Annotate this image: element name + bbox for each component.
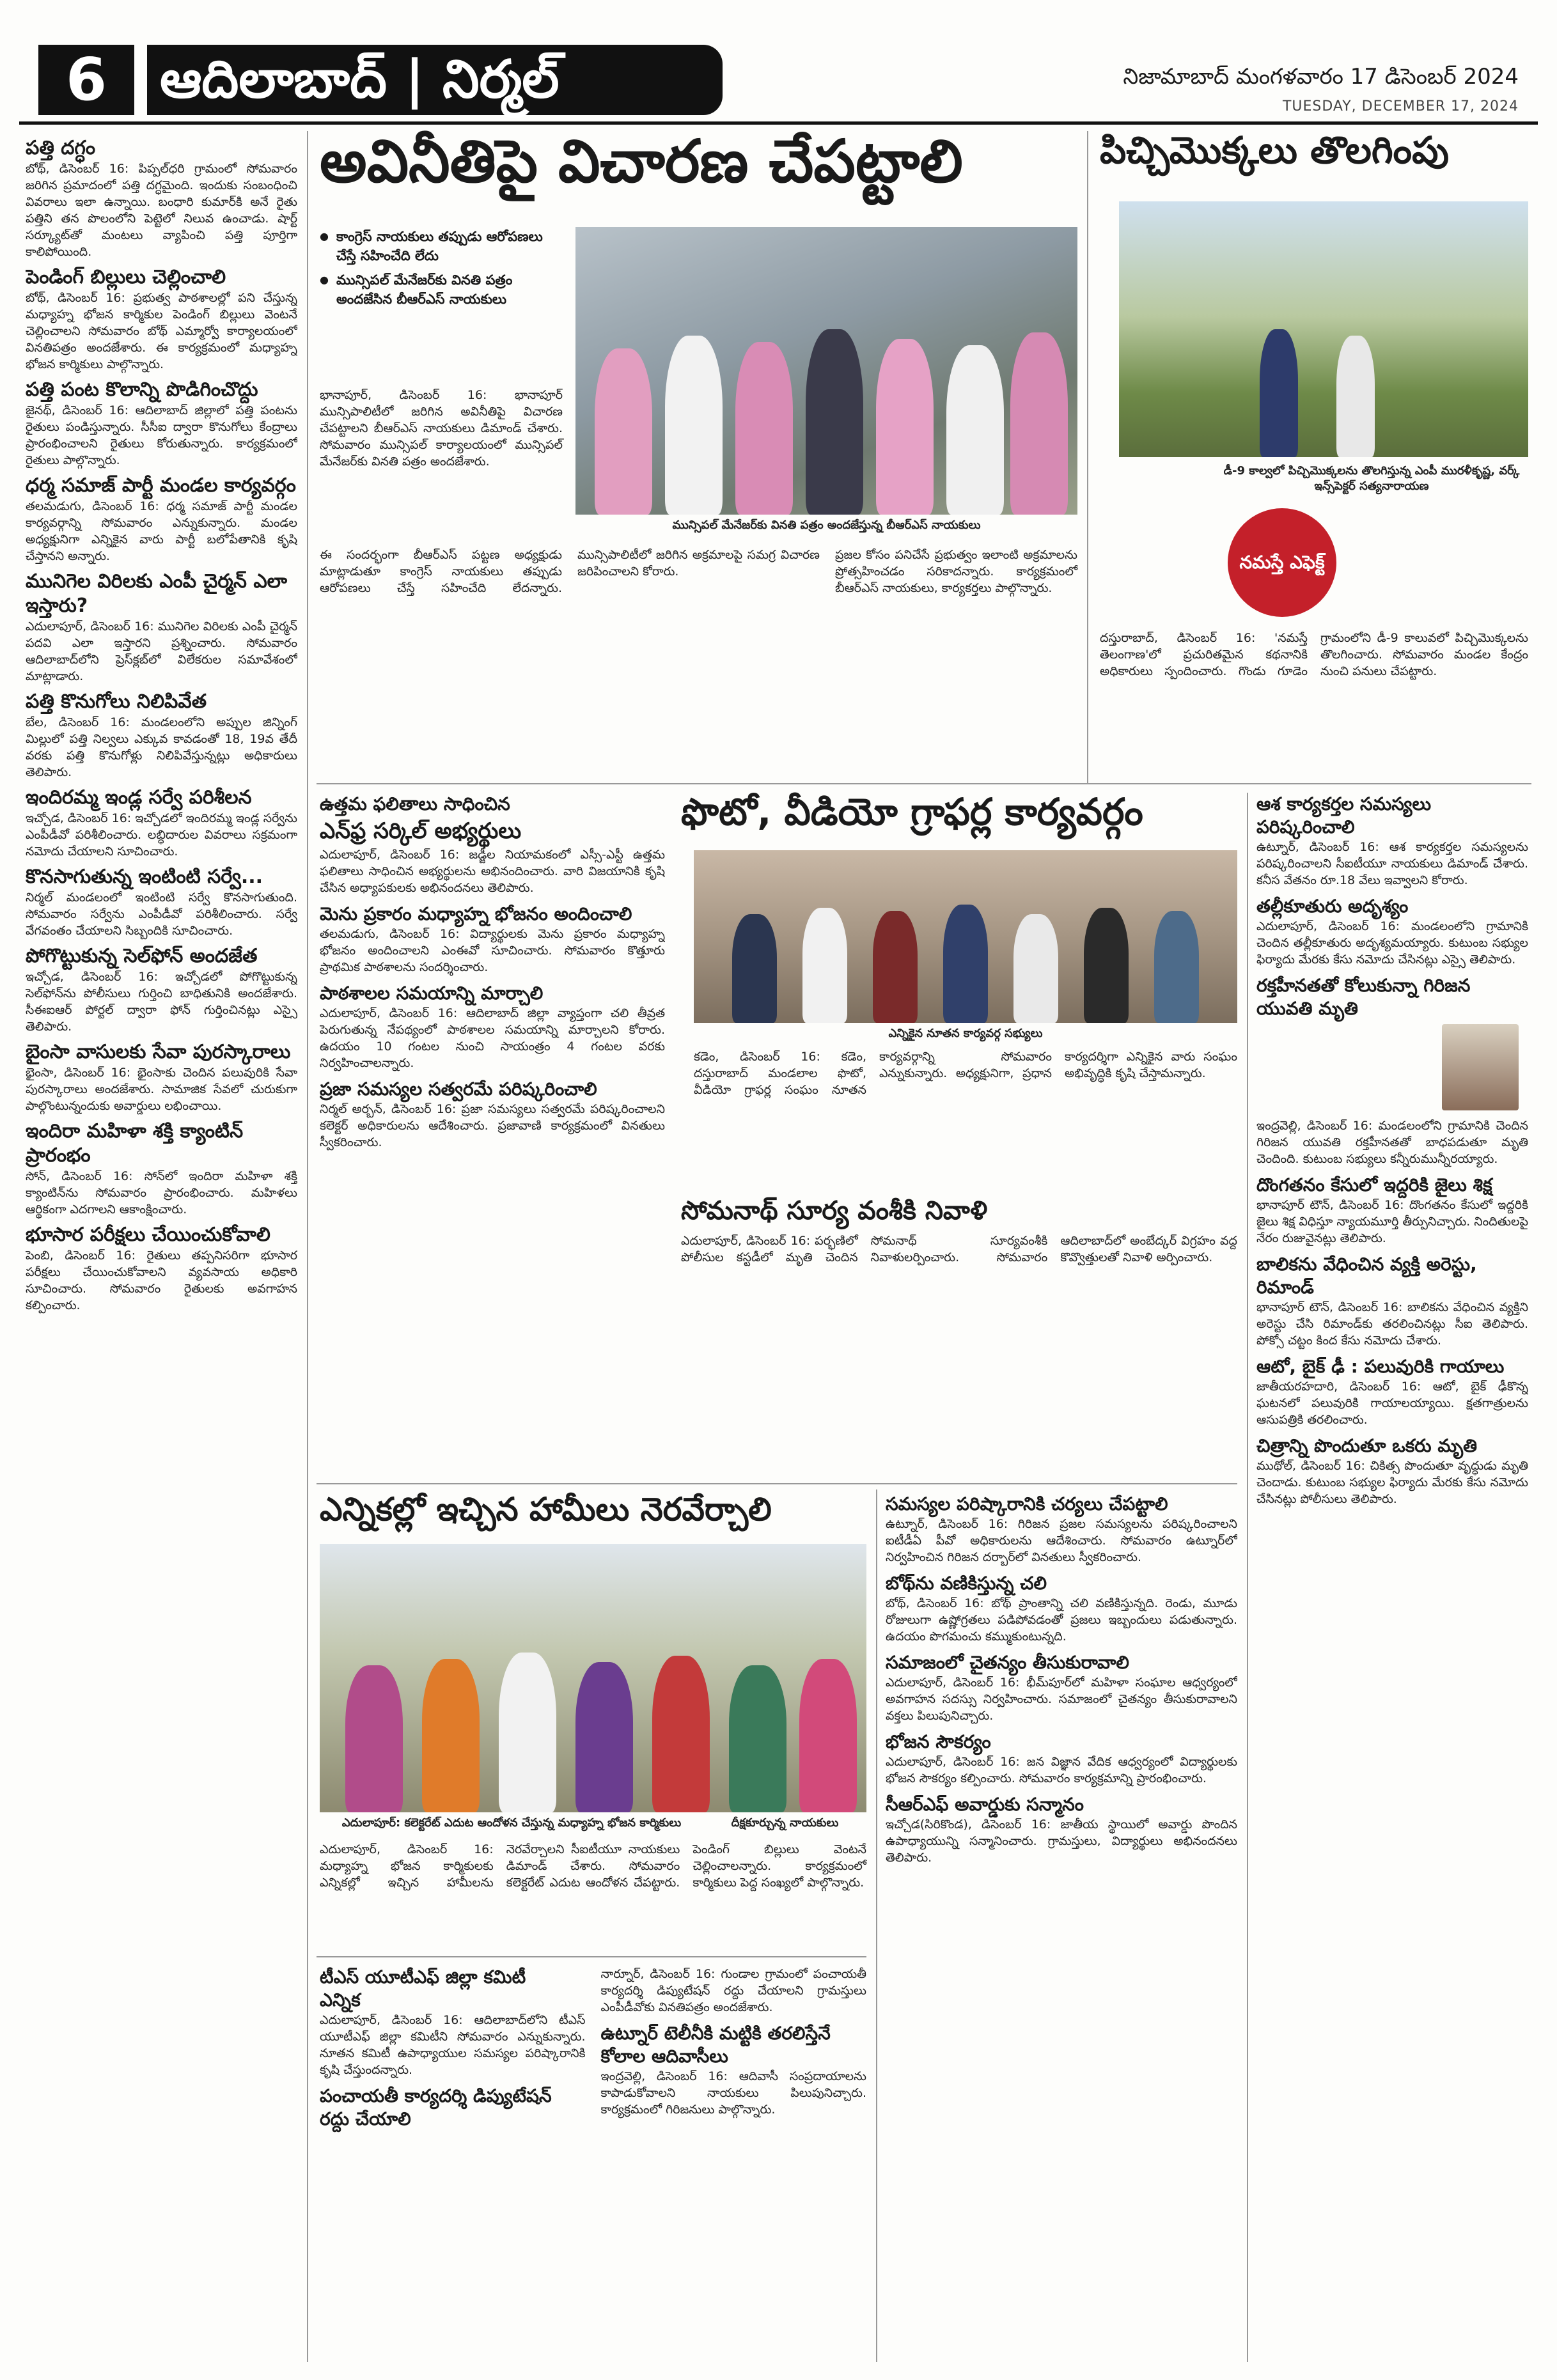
photo-figure (1010, 332, 1068, 515)
story-body: ఎదులాపూర్, డిసెంబర్ 16: ఆదిలాబాద్ జిల్లా వ్యాప్తంగా చలి తీవ్రత పెరుగుతున్న నేపథ్యంలో పాఠశాలల సమయాన్ని మార్చాలని కోరారు. ఉదయం 10 గంటల నుంచి సాయంత్రం 4 గంటల వరకు నిర్వహించాలన్నారు. (320, 1006, 665, 1070)
photo-figure (802, 908, 847, 1023)
lead-paragraph: భానాపూర్, డిసెంబర్ 16: భానాపూర్ మున్సిపాలిటీలో జరిగిన అవినీతిపై విచారణ చేపట్టాలని బీఆర్ఎస్ నాయకులు డిమాండ్ చేశారు. సోమవారం మున్సిపల్ కార్యాలయంలో మున్సిపల్ మేనేజర్‌కు వినతి పత్రం అందజేశారు. (320, 388, 563, 469)
brief (26, 265, 297, 373)
brief (26, 1119, 297, 1218)
lead-bullet: ● మున్సిపల్ మేనేజర్‌కు వినతి పత్రం అందజేసిన బీఆర్ఎస్ నాయకులు (320, 270, 563, 309)
brief (26, 690, 297, 781)
victim-portrait (1442, 1024, 1519, 1110)
story-body: ఉట్నూర్, డిసెంబర్ 16: ఆశ కార్యకర్తల సమస్యలను పరిష్కరించాలని సీఐటీయూ నాయకులు డిమాండ్ చేశారు. కనీస వేతనం రూ.18 వేలు ఇవ్వాలని కోరారు. (1256, 840, 1528, 887)
story-headline: సీఆర్‌ఎఫ్ అవార్డుకు సన్మానం (886, 1794, 1084, 1815)
brief (26, 786, 297, 860)
page-number: 6 (38, 45, 134, 115)
stamp-label: నమస్తే ఎఫెక్ట్ (1239, 552, 1325, 573)
brief-headline: మునిగెల విరిలకు ఎంపీ చైర్మన్ ఎలా ఇస్తారు? (26, 570, 288, 617)
mid-left-column (320, 793, 665, 1477)
brief-body: సోన్, డిసెంబర్ 16: సోన్‌లో ఇందిరా మహిళా శక్తి క్యాంటిన్‌ను సోమవారం ప్రారంభించారు. మహిళలు ఆర్థికంగా ఎదగాలని ఆకాంక్షించారు. (26, 1169, 297, 1217)
brief-body: ఇచ్చోడ, డిసెంబర్ 16: ఇచ్చోడలో ఇందిరమ్మ ఇండ్ల సర్వేను ఎంపీడీవో పరిశీలించారు. లబ్ధిదారుల వివరాలు సక్రమంగా నమోదు చేయాలని సూచించారు. (26, 811, 297, 859)
photo-figure (422, 1659, 480, 1812)
photo-figure (946, 345, 1004, 515)
lead-paragraph: ప్రజల కోసం పనిచేసే ప్రభుత్వం ఇలాంటి అక్రమాలను ప్రోత్సహించడం సరికాదన్నారు. కార్యక్రమంలో బీఆర్ఎస్ నాయకులు, కార్యకర్తలు పాల్గొన్నారు. (835, 548, 1077, 595)
photo-figure (345, 1665, 403, 1812)
weeds-photo-caption: డీ-9 కాల్వలో పిచ్చిమొక్కలను తొలగిస్తున్న ఎంపీ మురళీకృష్ణ, వర్క్ ఇన్స్‌పెక్టర్ సత్యనారాయణ (1223, 464, 1520, 493)
photographers-headline: ఫొటో, వీడియో గ్రాఫర్ల కార్యవర్గం (681, 790, 1143, 834)
brief-headline: పోగొట్టుకున్న సెల్‌ఫోన్ అందజేత (26, 945, 258, 967)
story-body: జాతీయరహదారి, డిసెంబర్ 16: ఆటో, బైక్ ఢీకొన్న ఘటనలో పలువురికి గాయాలయ్యాయి. క్షతగాత్రులను ఆసుపత్రికి తరలించారు. (1256, 1380, 1528, 1427)
portrait-row (1256, 1024, 1528, 1114)
story-body: ఎదులాపూర్, డిసెంబర్ 16: భీమ్‌పూర్‌లో మహిళా సంఘాల ఆధ్వర్యంలో అవగాహన సదస్సు నిర్వహించారు. సమాజంలో చైతన్యం తీసుకురావాలని వక్తలు పిలుపునిచ్చారు. (886, 1676, 1237, 1723)
photo-figure (806, 329, 863, 515)
brief-body: జైనథ్, డిసెంబర్ 16: ఆదిలాబాద్ జిల్లాలో పత్తి పంటను రైతులు పండిస్తున్నారు. సీసీఐ ద్వారా కొనుగోలు కేంద్రాలు ప్రారంభించాలని రైతులు కోరుతున్నారు. కార్యక్రమంలో రైతులు పాల్గొన్నారు. (26, 403, 297, 467)
story-headline: రక్తహీనతతో కోలుకున్నా గిరిజన యువతి మృతి (1256, 975, 1471, 1019)
namaste-effect-stamp (1228, 508, 1336, 617)
photo-figure (876, 339, 934, 515)
story-headline: ప్రజా సమస్యల సత్వరమే పరిష్కరించాలి (320, 1078, 597, 1100)
brief-headline: ధర్మ సమాజ్ పార్టీ మండల కార్యవర్గం (26, 474, 296, 497)
brief-body: బోథ్, డిసెంబర్ 16: పిప్పల్‌ధరి గ్రామంలో సోమవారం జరిగిన ప్రమాదంలో పత్తి దగ్ధమైంది. ఇందుకు సంబంధించి వివరాలు ఇలా ఉన్నాయి. బంధారి కుమార్‌కి అనే రైతు పత్తిని తన పొలంలోని పెట్టెలో నిలువ ఉంచాడు. షార్ట్ సర్క్యూట్‌తో మంటలు వ్యాపించి పత్తి పూర్తిగా కాలిపోయింది. (26, 162, 297, 259)
lead-body (320, 387, 563, 475)
bottom-left-column (320, 1966, 866, 2362)
story-body: నిర్మల్ అర్బన్, డిసెంబర్ 16: ప్రజా సమస్యలు సత్వరమే పరిష్కరించాలని కలెక్టర్ అధికారులను ఆదేశించారు. ప్రజావాణి కార్యక్రమంలో వినతులు స్వీకరించారు. (320, 1102, 665, 1149)
brief (26, 136, 297, 260)
weeds-story (1100, 128, 1528, 777)
story-body: ఎదులాపూర్, డిసెంబర్ 16: జడ్జీల నియామకంలో ఎస్సీ-ఎస్టీ ఉత్తమ ఫలితాలు సాధించిన అభ్యర్థులను అభినందించారు. వారి విజయానికి కృషి చేసిన అధ్యాపకులకు అభినందనలు తెలిపారు. (320, 848, 665, 895)
story-body: తలమడుగు, డిసెంబర్ 16: విద్యార్థులకు మెను ప్రకారం మధ్యాహ్న భోజనం అందించాలని ఎంఈవో సూచించారు. సోమవారం కొత్తూరు ప్రాథమిక పాఠశాలను సందర్శించారు. (320, 927, 665, 974)
brief-body: ఎదులాపూర్, డిసెంబర్ 16: మునిగెల విరిలకు ఎంపీ చైర్మన్ పదవి ఎలా ఇస్తారని ప్రశ్నించారు. సోమవారం ఆదిలాబాద్‌లోని ప్రెస్‌క్లబ్‌లో విలేకరుల సమావేశంలో మాట్లాడారు. (26, 619, 297, 683)
photo-figure (873, 911, 918, 1023)
brief-headline: కొనసాగుతున్న ఇంటింటి సర్వే... (26, 866, 263, 888)
photographers-story (681, 790, 1237, 1189)
brief-headline: భూసార పరీక్షలు చేయించుకోవాలి (26, 1224, 270, 1246)
brief-headline: ఇందిరమ్మ ఇండ్ల సర్వే పరిశీలన (26, 786, 252, 809)
right-column (1256, 793, 1528, 2362)
weeds-photo (1119, 201, 1528, 457)
section-divider (317, 1483, 1237, 1484)
brief (26, 474, 297, 564)
column-divider (307, 131, 308, 2362)
section-title: ఆదిలాబాద్ | నిర్మల్ (147, 45, 723, 115)
promises-photo (320, 1544, 866, 1812)
photo-figure (1336, 336, 1375, 457)
story-body: నార్నూర్, డిసెంబర్ 16: గుండాల గ్రామంలో పంచాయతీ కార్యదర్శి డిప్యుటేషన్ రద్దు చేయాలని గ్రామస్తులు ఎంపీడీవోకు వినతిపత్రం అందజేశారు. (600, 1967, 866, 2014)
masthead (19, 38, 1538, 115)
brief (26, 1040, 297, 1114)
lead-photo-caption: మున్సిపల్ మేనేజర్‌కు వినతి పత్రం అందజేస్తున్న బీఆర్ఎస్ నాయకులు (672, 518, 981, 532)
photo-figure (732, 914, 777, 1023)
photo-figure (799, 1659, 857, 1812)
date-telugu: నిజామాబాద్ మంగళవారం 17 డిసెంబర్ 2024 (1123, 64, 1519, 89)
photo-figure (575, 1662, 633, 1812)
brief-headline: ఇందిరా మహిళా శక్తి క్యాంటిన్ ప్రారంభం (26, 1120, 244, 1167)
photographers-photo-caption: ఎన్నికైన నూతన కార్యవర్గ సభ్యులు (888, 1027, 1043, 1040)
lead-body (320, 547, 1077, 596)
story-body: భానాపూర్ టౌన్, డిసెంబర్ 16: దొంగతనం కేసులో ఇద్దరికి జైలు శిక్ష విధిస్తూ న్యాయమూర్తి తీర్పునిచ్చారు. నిందితులపై నేరం రుజువైనట్లు తెలిపారు. (1256, 1198, 1528, 1245)
masthead-rule (19, 121, 1538, 125)
somnath-headline: సోమనాథ్ సూర్య వంశీకి నివాళి (681, 1196, 988, 1225)
brief-body: భైంసా, డిసెంబర్ 16: భైంసాకు చెందిన పలువురికి సేవా పురస్కారాలు అందజేశారు. సామాజిక సేవలో చురుకుగా పాల్గొంటున్నందుకు అవార్డులు లభించాయి. (26, 1066, 297, 1113)
story-headline: బోథ్‌ను వణికిస్తున్న చలి (886, 1573, 1047, 1594)
story-headline: ఉట్నూర్ టెలీనీకి మట్టికి తరలిస్తేనే కోలాల ఆదివాసీలు (600, 2023, 831, 2067)
story-headline: సమాజంలో చైతన్యం తీసుకురావాలి (886, 1652, 1129, 1673)
photo-figure (665, 336, 723, 515)
brief-body: నిర్మల్ మండలంలో ఇంటింటి సర్వే కొనసాగుతుంది. సోమవారం సర్వేను ఎంపీడీవో పరిశీలించారు. సర్వే వేగవంతం చేయాలని సిబ్బందికి సూచించారు. (26, 891, 297, 938)
brief (26, 944, 297, 1035)
dateline (1123, 64, 1519, 114)
promises-photo-caption: ఎదులాపూర్: కలెక్టరేట్ ఎదుట ఆందోళన చేస్తున్న మధ్యాహ్న భోజన కార్మికులు (341, 1816, 682, 1830)
date-english: TUESDAY, DECEMBER 17, 2024 (1282, 98, 1519, 114)
photo-figure (735, 342, 793, 515)
photo-figure (1084, 908, 1129, 1023)
brief-headline: బైంసా వాసులకు సేవా పురస్కారాలు (26, 1041, 291, 1063)
story-headline: ఆటో, బైక్ ఢీ : పలువురికి గాయాలు (1256, 1356, 1505, 1377)
story-headline: చిత్రాన్ని పొందుతూ ఒకరు మృతి (1256, 1435, 1477, 1456)
story-headline: బాలికను వేధించిన వ్యక్తి అరెస్టు, రిమాండ్ (1256, 1254, 1477, 1298)
brief (26, 378, 297, 469)
photographers-photo (694, 850, 1237, 1023)
promises-photo-caption-b: దీక్షకూర్చున్న నాయకులు (731, 1816, 839, 1830)
photo-figure (1013, 914, 1058, 1023)
photo-figure (595, 348, 652, 515)
story-body: ఇంద్రవెల్లి, డిసెంబర్ 16: ఆదివాసీ సంప్రదాయాలను కాపాడుకోవాలని నాయకులు పిలుపునిచ్చారు. కార్యక్రమంలో గిరిజనులు పాల్గొన్నారు. (600, 2069, 866, 2117)
story-body: ఎదులాపూర్, డిసెంబర్ 16: మండలంలోని గ్రామానికి చెందిన తల్లీకూతురు అదృశ్యమయ్యారు. కుటుంబ సభ్యుల ఫిర్యాదు మేరకు కేసు నమోదు చేసినట్లు ఎస్సై తెలిపారు. (1256, 919, 1528, 967)
story-headline: సమస్యల పరిష్కారానికి చర్యలు చేపట్టాలి (886, 1493, 1168, 1514)
story-headline: పంచాయతీ కార్యదర్శి డిప్యుటేషన్ రద్దు చేయాలి (320, 2085, 552, 2129)
story-headline: తల్లీకూతురు అదృశ్యం (1256, 896, 1409, 917)
story-body: ముథోల్, డిసెంబర్ 16: చికిత్స పొందుతూ వృద్ధుడు మృతి చెందాడు. కుటుంబ సభ్యుల ఫిర్యాదు మేరకు కేసు నమోదు చేసినట్లు పోలీసులు తెలిపారు. (1256, 1459, 1528, 1506)
story-subheadline: ఎన్నిక (320, 1989, 361, 2011)
lead-bullet: ● కాంగ్రెస్ నాయకులు తప్పుడు ఆరోపణలు చేస్తే సహించేది లేదు (320, 227, 563, 265)
column-divider (876, 1489, 877, 2362)
brief-body: పెంబి, డిసెంబర్ 16: రైతులు తప్పనిసరిగా భూసార పరీక్షలు చేయించుకోవాలని వ్యవసాయ అధికారి సూచించారు. సోమవారం రైతులకు అవగాహన కల్పించారు. (26, 1248, 297, 1312)
story-headline: భోజన సౌకర్యం (886, 1731, 991, 1752)
photo-figure (943, 905, 988, 1023)
story-body: ఇచ్చోడ(సిరికొండ), డిసెంబర్ 16: జాతీయ స్థాయిలో అవార్డు పొందిన ఉపాధ్యాయున్ని సన్మానించారు. గ్రామస్తులు, విద్యార్థులు అభినందనలు తెలిపారు. (886, 1817, 1237, 1865)
bottom-mid-column (886, 1493, 1237, 2362)
story-headline: దొంగతనం కేసులో ఇద్దరికి జైలు శిక్ష (1256, 1174, 1492, 1195)
brief-headline: పత్తి దగ్ధం (26, 137, 96, 159)
story-headline: ఆశ కార్యకర్తల సమస్యలు పరిష్కరించాలి (1256, 793, 1432, 837)
left-column (26, 131, 297, 2362)
photo-figure (499, 1653, 556, 1812)
brief-headline: పత్తి పంట కొలాన్ని పొడిగించొద్దు (26, 378, 258, 401)
photographers-body: కడెం, డిసెంబర్ 16: కడెం, దస్తురాబాద్ మండలాల ఫొటో, వీడియో గ్రాఫర్ల సంఘం నూతన కార్యవర్గాన్ని సోమవారం ఎన్నుకున్నారు. అధ్యక్షునిగా, ప్రధాన కార్యదర్శిగా ఎన్నికైన వారు సంఘం అభివృద్ధికి కృషి చేస్తామన్నారు. (694, 1050, 1237, 1097)
story-headline: మెను ప్రకారం మధ్యాహ్న భోజనం అందించాలి (320, 903, 632, 924)
story-body: ఎదులాపూర్, డిసెంబర్ 16: ఆదిలాబాద్‌లోని టీఎస్ యూటీఎఫ్ జిల్లా కమిటీని సోమవారం ఎన్నుకున్నారు. నూతన కమిటీ ఉపాధ్యాయుల సమస్యల పరిష్కారానికి కృషి చేస్తుందన్నారు. (320, 2013, 586, 2077)
brief-body: తలమడుగు, డిసెంబర్ 16: ధర్మ సమాజ్ పార్టీ మండల కార్యవర్గాన్ని సోమవారం ఎన్నుకున్నారు. మండల అధ్యక్షునిగా ఎన్నికైన వారు పార్టీ బలోపేతానికి కృషి చేస్తానని అన్నారు. (26, 499, 297, 563)
brief (26, 865, 297, 939)
section-divider (317, 783, 1531, 784)
story-body: ఎదులాపూర్, డిసెంబర్ 16: జన విజ్ఞాన వేదిక ఆధ్వర్యంలో విద్యార్థులకు భోజన సౌకర్యం కల్పించారు. సోమవారం కార్యక్రమాన్ని ప్రారంభించారు. (886, 1755, 1237, 1785)
brief-headline: పెండింగ్ బిల్లులు చెల్లించాలి (26, 266, 226, 288)
story-body: ఉట్నూర్, డిసెంబర్ 16: గిరిజన ప్రజల సమస్యలను పరిష్కరించాలని ఐటీడీఏ పీవో అధికారులను ఆదేశించారు. సోమవారం ఉట్నూర్‌లో నిర్వహించిన గిరిజన దర్బార్‌లో వినతులు స్వీకరించారు. (886, 1517, 1237, 1564)
photo-figure (729, 1665, 786, 1812)
photo-figure (652, 1656, 710, 1812)
story-headline: పాఠశాలల సమయాన్ని మార్చాలి (320, 983, 544, 1004)
brief (26, 570, 297, 685)
promises-story (320, 1493, 866, 1953)
brief-headline: పత్తి కొనుగోలు నిలిపివేత (26, 690, 207, 713)
lead-headline: అవినీతిపై విచారణ చేపట్టాలి (320, 127, 963, 196)
story-headline: టీఎస్ యూటీఎఫ్ జిల్లా కమిటీ (320, 1966, 526, 1987)
lead-paragraph: ఈ సందర్భంగా బీఆర్ఎస్ పట్టణ అధ్యక్షుడు మాట్లాడుతూ కాంగ్రెస్ నాయకులు తప్పుడు ఆరోపణలు చేస్తే సహించేది లేదన్నారు. మున్సిపాలిటీలో జరిగిన అక్రమాలపై సమగ్ర విచారణ జరిపించాలని కోరారు. (320, 548, 820, 595)
story-body: భానాపూర్ టౌన్, డిసెంబర్ 16: బాలికను వేధించిన వ్యక్తిని అరెస్టు చేసి రిమాండ్‌కు తరలించినట్లు సీఐ తెలిపారు. పోక్సో చట్టం కింద కేసు నమోదు చేశారు. (1256, 1300, 1528, 1348)
column-divider (1247, 793, 1248, 2362)
story-body: ఇంద్రవెల్లి, డిసెంబర్ 16: మండలంలోని గ్రామానికి చెందిన గిరిజన యువతి రక్తహీనతతో బాధపడుతూ మృతి చెందింది. కుటుంబ సభ్యులు కన్నీరుమున్నీరయ్యారు. (1256, 1119, 1528, 1166)
photo-figure (1154, 911, 1199, 1023)
weeds-body: దస్తురాబాద్, డిసెంబర్ 16: 'నమస్తే తెలంగాణ'లో ప్రచురితమైన కథనానికి అధికారులు స్పందించారు. గొండు గూడెం గ్రామంలోని డీ-9 కాలువలో పిచ్చిమొక్కలను తొలగించారు. సోమవారం మండల కేంద్రం నుంచి పనులు చేపట్టారు. (1100, 631, 1528, 678)
brief-body: బేల, డిసెంబర్ 16: మండలంలోని అప్పుల జిన్నింగ్ మిల్లులో పత్తి నిల్వలు ఎక్కువ కావడంతో 18, 19వ తేదీ వరకు పత్తి కొనుగోళ్లు నిలిపివేస్తున్నట్లు అధికారులు తెలిపారు. (26, 715, 297, 779)
story-headline: ఉత్తమ ఫలితాలు సాధించిన (320, 793, 510, 814)
section-divider (317, 1956, 866, 1957)
brief (26, 1223, 297, 1314)
lead-photo (575, 227, 1077, 515)
story-body: బోథ్, డిసెంబర్ 16: బోథ్ ప్రాంతాన్ని చలి వణికిస్తున్నది. రెండు, మూడు రోజులుగా ఉష్ణోగ్రతలు పడిపోవడంతో ప్రజలు ఇబ్బందులు పడుతున్నారు. ఉదయం పొగమంచు కమ్ముకుంటున్నది. (886, 1596, 1237, 1644)
weeds-headline: పిచ్చిమొక్కలు తొలగింపు (1100, 128, 1449, 172)
photo-figure (1260, 329, 1298, 457)
promises-headline: ఎన్నికల్లో ఇచ్చిన హామీలు నెరవేర్చాలి (320, 1491, 772, 1528)
brief-body: బోథ్, డిసెంబర్ 16: ప్రభుత్వ పాఠశాలల్లో పని చేస్తున్న మధ్యాహ్న భోజన కార్మికుల పెండింగ్ బిల్లులు వెంటనే చెల్లించాలని సోమవారం బోథ్ ఎమ్మార్వో కార్యాలయంలో వినతిపత్రం అందజేశారు. ఈ కార్యక్రమంలో మధ్యాహ్న భోజన కార్మికులు పాల్గొన్నారు. (26, 291, 297, 371)
column-divider (1087, 131, 1088, 783)
lead-bullets (320, 227, 563, 314)
somnath-story (681, 1195, 1237, 1477)
somnath-body: ఎదులాపూర్, డిసెంబర్ 16: పర్భణిలో పోలీసుల కస్టడీలో మృతి చెందిన సోమనాథ్ సూర్యవంశీకి నివాళులర్పించారు. సోమవారం ఆదిలాబాద్‌లో అంబేద్కర్ విగ్రహం వద్ద కొవ్వొత్తులతో నివాళి అర్పించారు. (681, 1234, 1237, 1264)
promises-body: ఎదులాపూర్, డిసెంబర్ 16: మధ్యాహ్న భోజన కార్మికులకు ఎన్నికల్లో ఇచ్చిన హామీలను నెరవేర్చాలని సీఐటీయూ నాయకులు డిమాండ్ చేశారు. సోమవారం కలెక్టరేట్ ఎదుట ఆందోళన చేపట్టారు. పెండింగ్ బిల్లులు వెంటనే చెల్లించాలన్నారు. కార్యక్రమంలో కార్మికులు పెద్ద సంఖ్యలో పాల్గొన్నారు. (320, 1842, 866, 1890)
brief-body: ఇచ్చోడ, డిసెంబర్ 16: ఇచ్చోడలో పోగొట్టుకున్న సెల్‌ఫోన్‌ను పోలీసులు గుర్తించి బాధితునికి అందజేశారు. సీఈఐఆర్ పోర్టల్ ద్వారా ఫోన్ గుర్తించినట్లు ఎస్సై తెలిపారు. (26, 970, 297, 1034)
lead-story (320, 127, 1077, 777)
story-subheadline: ఎన్‌ఫ్ర సర్కిల్ అభ్యర్థులు (320, 818, 522, 844)
